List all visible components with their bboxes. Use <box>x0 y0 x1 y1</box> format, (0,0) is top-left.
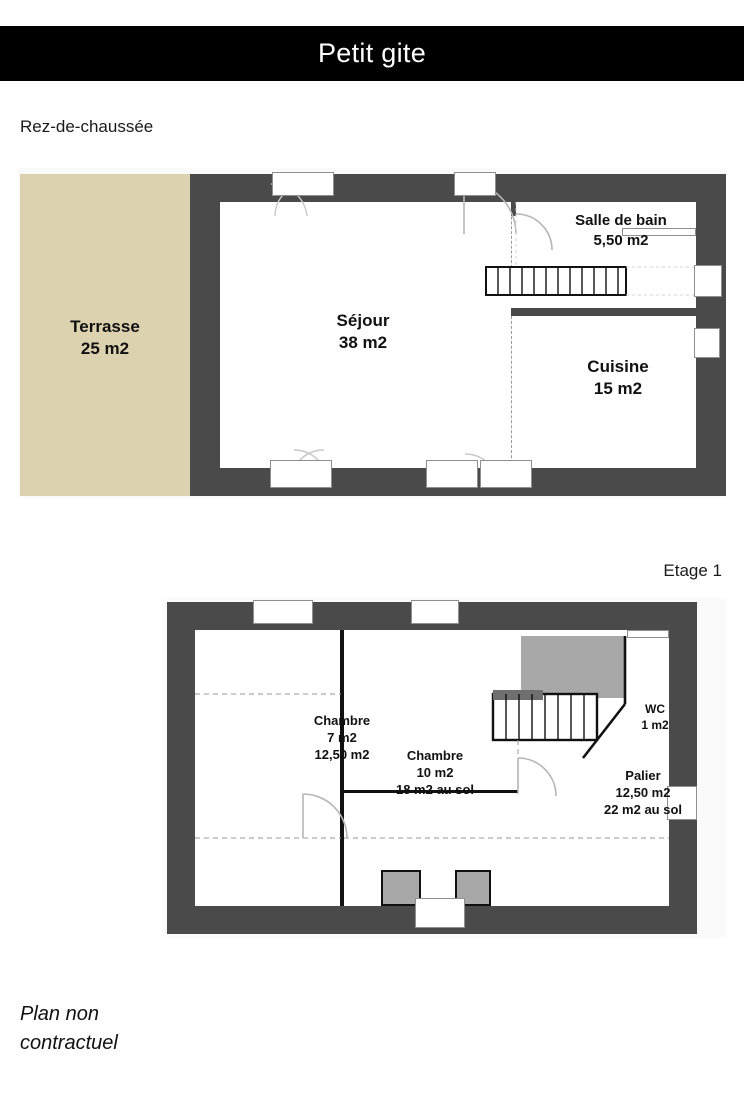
window-first-wc <box>627 630 669 638</box>
window-top-mid <box>454 172 496 196</box>
label-sejour: Séjour 38 m2 <box>336 311 390 353</box>
window-bottom-left <box>270 460 332 488</box>
window-first-top-mid <box>411 600 459 624</box>
window-first-bottom <box>415 898 465 928</box>
footnote-line-2: contractuel <box>20 1032 118 1054</box>
staircase-ground <box>486 267 626 295</box>
window-bottom-right <box>480 460 532 488</box>
stair-landing-fill <box>521 636 625 698</box>
footnote <box>20 1000 118 1058</box>
page-title: Petit gite <box>317 38 427 68</box>
label-palier: Palier 12,50 m2 22 m2 au sol <box>603 768 683 817</box>
first-floor-caption: Etage 1 <box>663 561 722 580</box>
label-chambre-7: Chambre 7 m2 12,50 m2 <box>313 713 371 762</box>
ground-floor-caption: Rez-de-chaussée <box>20 117 154 136</box>
label-wc: WC 1 m2 <box>641 702 669 732</box>
label-cuisine: Cuisine 15 m2 <box>587 357 649 399</box>
label-terrasse: Terrasse 25 m2 <box>70 317 140 359</box>
label-chambre-10: Chambre 10 m2 18 m2 au sol <box>395 748 475 797</box>
window-bottom-mid <box>426 460 478 488</box>
ground-floor-plan <box>18 168 726 498</box>
window-right-upper <box>694 265 722 297</box>
label-salle-de-bain: Salle de bain 5,50 m2 <box>575 212 667 249</box>
window-first-top-left <box>253 600 313 624</box>
first-floor-plan <box>163 598 726 938</box>
title-bar <box>0 26 744 81</box>
footnote-line-1: Plan non <box>20 1003 99 1025</box>
window-right <box>694 328 720 358</box>
window-top-left <box>272 172 334 196</box>
